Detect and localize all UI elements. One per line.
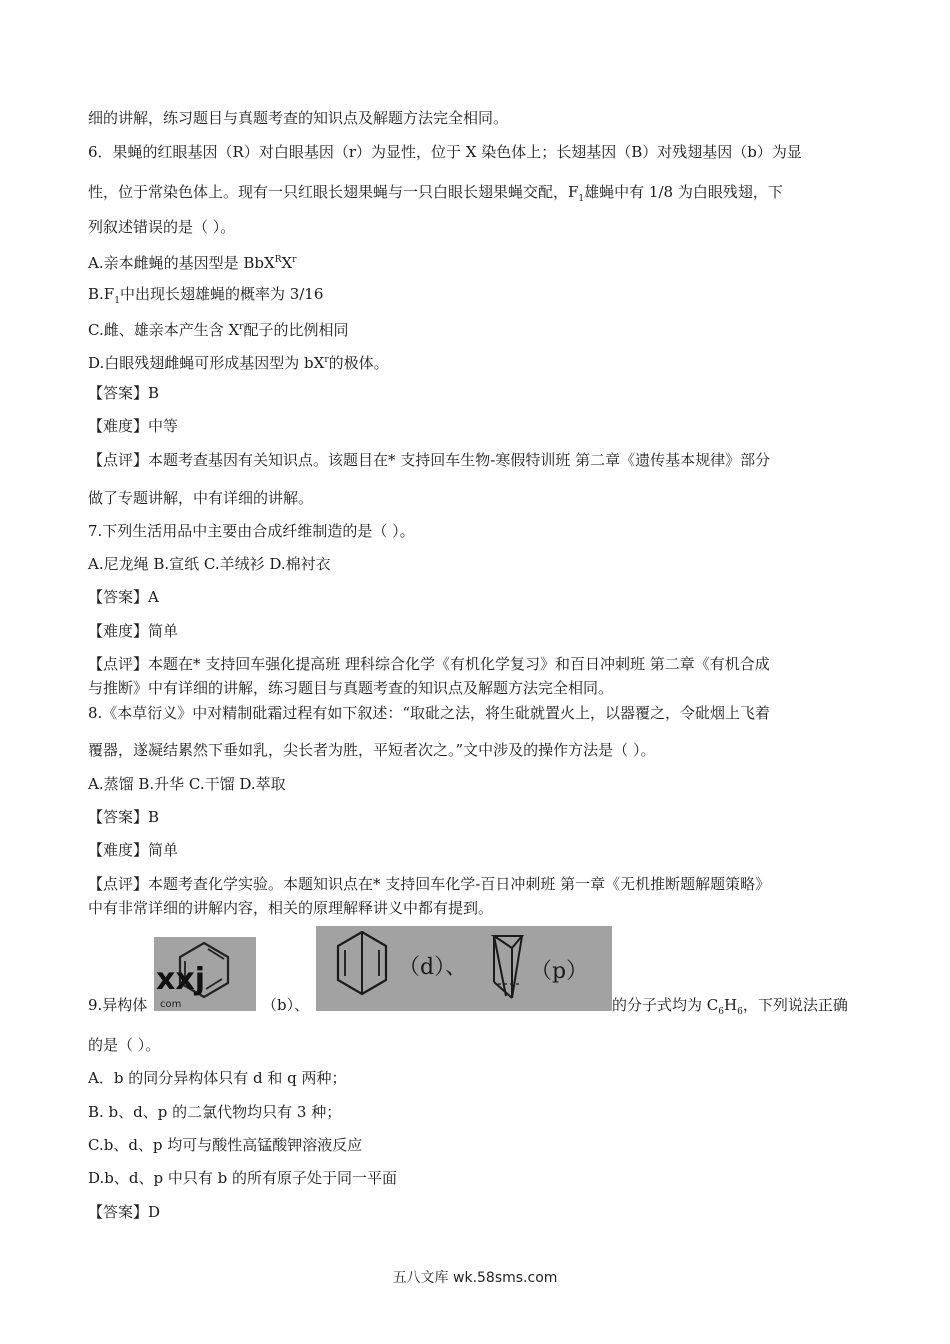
question-7: 7.下列生活用品中主要由合成纤维制造的是（ ）。 — [88, 522, 415, 540]
text-span: B.F — [88, 285, 115, 303]
question-6-option-b — [88, 284, 323, 311]
subscript: 1 — [114, 296, 120, 306]
text-span: X — [281, 254, 293, 272]
label-d: （d）、 — [398, 955, 468, 980]
question-6-line-1: 6．果蝇的红眼基因（R）对白眼基因（r）为显性，位于 X 染色体上；长翅基因（B）对残翅基因（b）为显 — [88, 143, 802, 161]
text-span: 雄蝇中有 1/8 为白眼残翅，下 — [584, 183, 783, 201]
subscript: 6 — [737, 1007, 743, 1017]
question-6-option-c — [88, 317, 349, 340]
question-6-answer: 【答案】B — [88, 384, 160, 402]
text-span: 性，位于常染色体上。现有一只红眼长翅果蝇与一只白眼长翅果蝇交配，F — [88, 183, 579, 201]
text-span: C.雌、雄亲本产生含 X — [88, 321, 240, 339]
text-span: A.亲本雌蝇的基因型是 BbX — [88, 254, 275, 272]
question-8-line-2: 覆器，遂凝结累然下垂如乳，尖长者为胜，平短者次之。”文中涉及的操作方法是（ ）。 — [88, 741, 656, 759]
subscript: 1 — [578, 194, 585, 204]
question-8-comment-line-1: 【点评】本题考查化学实验。本题知识点在* 支持回车化学-百日冲刺班 第一章《无机推断题解题策略》 — [88, 875, 771, 893]
superscript: r — [292, 255, 297, 265]
question-7-difficulty: 【难度】简单 — [88, 622, 179, 640]
label-p: （p） — [530, 959, 589, 984]
benzene-structure-image — [154, 937, 256, 1011]
question-6-comment-line-1: 【点评】本题考查基因有关知识点。该题目在* 支持回车生物-寒假特训班 第二章《遗传基本规律》部分 — [88, 451, 771, 469]
question-9-option-b: B. b、d、p 的二氯代物均只有 3 种； — [88, 1103, 342, 1121]
text-span: 的极体。 — [328, 354, 389, 372]
question-8-options: A.蒸馏 B.升华 C.干馏 D.萃取 — [88, 775, 286, 793]
question-7-comment-line-2: 与推断》中有详细的讲解，练习题目与真题考查的知识点及解题方法完全相同。 — [88, 679, 614, 697]
question-9-label-b: （b）、 — [262, 996, 310, 1014]
benzene-icon — [154, 937, 256, 1011]
question-7-comment-line-1: 【点评】本题在* 支持回车强化提高班 理科综合化学《有机化学复习》和百日冲刺班 第二章《有机合成 — [88, 655, 770, 673]
question-9-option-a: A．b 的同分异构体只有 d 和 q 两种； — [88, 1069, 347, 1087]
superscript: R — [274, 255, 282, 265]
question-9-formula-text — [612, 995, 848, 1022]
page-footer: 五八文库 wk.58sms.com — [392, 1270, 558, 1286]
question-9-line-2: 的是（ ）。 — [88, 1036, 161, 1054]
text-span: 配子的比例相同 — [243, 321, 349, 339]
question-9-prefix: 9.异构体 — [88, 996, 148, 1014]
text-line: 细的讲解，练习题目与真题考查的知识点及解题方法完全相同。 — [88, 109, 509, 127]
question-6-option-d — [88, 350, 389, 373]
dewar-prismane-structure-image — [316, 926, 612, 1011]
question-8-answer: 【答案】B — [88, 808, 160, 826]
watermark-subtext: com — [160, 999, 182, 1010]
text-span: H — [723, 996, 738, 1014]
question-8-line-1: 8.《本草衍义》中对精制砒霜过程有如下叙述：“取砒之法，将生砒就置火上，以器覆之，令砒烟上飞着 — [88, 704, 770, 722]
superscript: r — [239, 322, 244, 332]
molecule-structures-icon — [316, 926, 612, 1011]
question-6-option-a — [88, 250, 296, 273]
text-span: 中出现长翅雄蝇的概率为 3/16 — [119, 285, 324, 303]
question-8-difficulty: 【难度】简单 — [88, 841, 179, 859]
question-9-answer: 【答案】D — [88, 1203, 161, 1221]
text-span: D.白眼残翅雌蝇可形成基因型为 bX — [88, 354, 325, 372]
subscript: 6 — [718, 1007, 724, 1017]
watermark-text: xxj — [156, 962, 205, 997]
question-9-option-c: C.b、d、p 均可与酸性高锰酸钾溶液反应 — [88, 1136, 363, 1154]
superscript: r — [324, 355, 329, 365]
question-9-option-d: D.b、d、p 中只有 b 的所有原子处于同一平面 — [88, 1169, 397, 1187]
question-6-comment-line-2: 做了专题讲解，中有详细的讲解。 — [88, 489, 314, 507]
question-7-options: A.尼龙绳 B.宣纸 C.羊绒衫 D.棉衬衣 — [88, 555, 331, 573]
question-6-line-2 — [88, 182, 783, 209]
text-span: ，下列说法正确 — [742, 996, 848, 1014]
text-span: 的分子式均为 C — [612, 996, 719, 1014]
question-6-line-3: 列叙述错误的是（ ）。 — [88, 218, 236, 236]
question-7-answer: 【答案】A — [88, 588, 159, 606]
question-8-comment-line-2: 中有非常详细的讲解内容，相关的原理解释讲义中都有提到。 — [88, 899, 494, 917]
question-6-difficulty: 【难度】中等 — [88, 417, 179, 435]
